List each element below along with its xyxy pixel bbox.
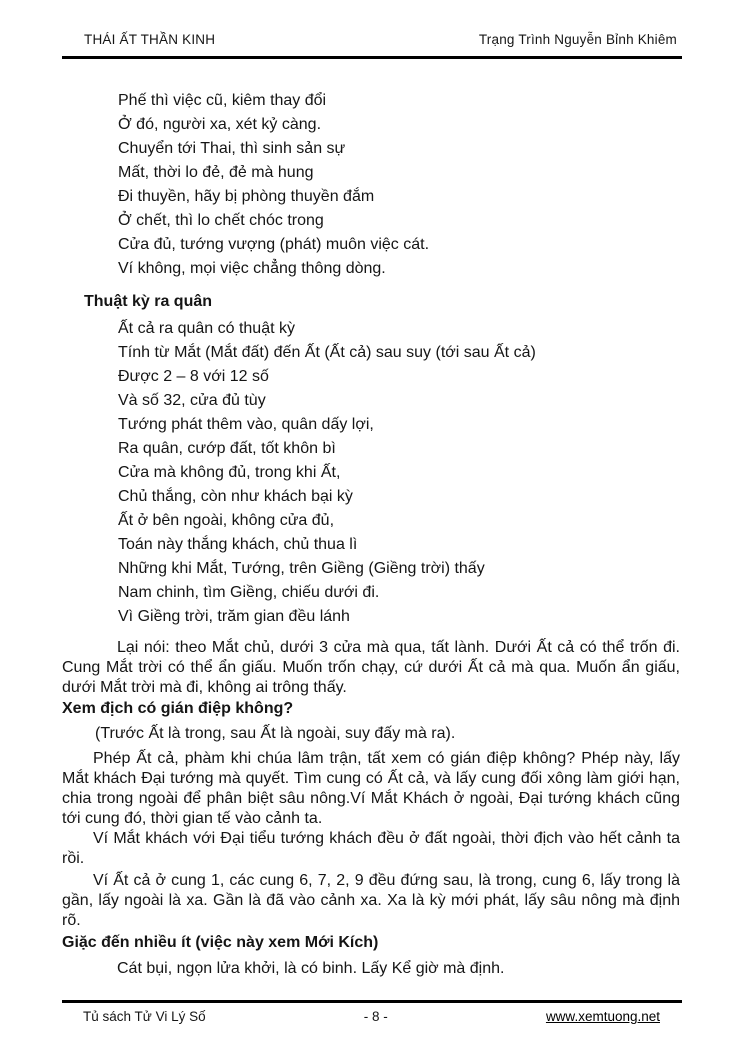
verse-line: Đi thuyền, hãy bị phòng thuyền đắm <box>118 188 375 205</box>
verse-line: Cửa đủ, tướng vượng (phát) muôn việc cát. <box>118 236 430 253</box>
footer-page-number: - 8 - <box>363 1009 388 1024</box>
verse-line: Ất cả ra quân có thuật kỳ <box>118 320 295 337</box>
verse-line: Mất, thời lo đẻ, đẻ mà hung <box>118 164 314 181</box>
footer-series-label: Tủ sách Tử Vi Lý Số <box>83 1009 206 1024</box>
footer-site-link[interactable]: www.xemtuong.net <box>545 1009 660 1024</box>
verse-line: Cửa mà không đủ, trong khi Ất, <box>118 464 341 481</box>
header-author: Trạng Trình Nguyễn Bỉnh Khiêm <box>478 32 677 47</box>
section-heading-gian-diep: Xem địch có gián điệp không? <box>62 700 294 717</box>
note-line: (Trước Ất là trong, sau Ất là ngoài, suy đấy mà ra). <box>95 725 456 742</box>
body-paragraph: Lại nói: theo Mắt chủ, dưới 3 cửa mà qua, tất lành. Dưới Ất cả có thể trốn đi. Cung Mắt trời có thể ẩn giấu. Muốn trốn chạy, cứ dưới Ất cả mà qua. Muốn ẩn giấu, dưới Mắt trời mà đi, không ai trông thấy. <box>62 639 680 696</box>
body-paragraph: Ví Mắt khách với Đại tiểu tướng khách đều ở đất ngoài, thời địch vào hết cảnh ta rồi. <box>62 830 680 867</box>
verse-line: Được 2 – 8 với 12 số <box>118 368 269 385</box>
verse-line: Và số 32, cửa đủ tùy <box>118 392 266 409</box>
verse-line: Ất ở bên ngoài, không cửa đủ, <box>118 512 335 529</box>
header-book-title: THÁI ẤT THẦN KINH <box>84 32 216 47</box>
verse-line: Toán này thắng khách, chủ thua lì <box>118 536 358 553</box>
verse-line: Tướng phát thêm vào, quân dấy lợi, <box>118 416 374 433</box>
verse-line: Vì Giềng trời, trăm gian đều lánh <box>118 608 350 625</box>
verse-line: Ví không, mọi việc chẳng thông dòng. <box>118 260 386 277</box>
body-paragraph: Phép Ất cả, phàm khi chúa lâm trận, tất xem có gián điệp không? Phép này, lấy Mắt khách Đại tướng mà quyết. Tìm cung có Ất cả, và lấy cung đối xông làm giới hạn, chia trong ngoài để phân biệt sâu nông.Ví Mắt Khách ở ngoài, Đại tướng khách cũng tới cung đó, thời gian tế vào cảnh ta. <box>62 750 680 827</box>
verse-line: Ra quân, cướp đất, tốt khôn bì <box>118 440 336 457</box>
body-paragraph: Ví Ất cả ở cung 1, các cung 6, 7, 2, 9 đều đứng sau, là trong, cung 6, lấy trong là gần, lấy ngoài là xa. Gần là đã vào cảnh xa. Xa là kỳ mới phát, lấy sâu nông mà định rõ. <box>62 872 680 929</box>
page-body <box>62 92 680 979</box>
verse-line: Nam chinh, tìm Giềng, chiếu dưới đi. <box>118 584 380 601</box>
verse-line: Phế thì việc cũ, kiêm thay đổi <box>118 92 327 109</box>
page-header <box>62 32 682 59</box>
page-footer <box>62 1000 682 1024</box>
section-heading-thuat-ky: Thuật kỳ ra quân <box>84 293 213 310</box>
body-line: Cát bụi, ngọn lửa khởi, là có binh. Lấy Kể giờ mà định. <box>117 960 505 977</box>
verse-line: Chuyển tới Thai, thì sinh sản sự <box>118 140 346 157</box>
section-heading-giac-den: Giặc đến nhiều ít (việc này xem Mới Kích) <box>62 934 379 951</box>
verse-line: Ở đó, người xa, xét kỷ càng. <box>118 116 322 133</box>
verse-line: Những khi Mắt, Tướng, trên Giềng (Giềng trời) thấy <box>118 560 485 577</box>
verse-line: Tính từ Mắt (Mắt đất) đến Ất (Ất cả) sau suy (tới sau Ất cả) <box>118 344 536 361</box>
verse-line: Ở chết, thì lo chết chóc trong <box>118 212 324 229</box>
verse-line: Chủ thắng, còn như khách bại kỳ <box>118 488 353 505</box>
